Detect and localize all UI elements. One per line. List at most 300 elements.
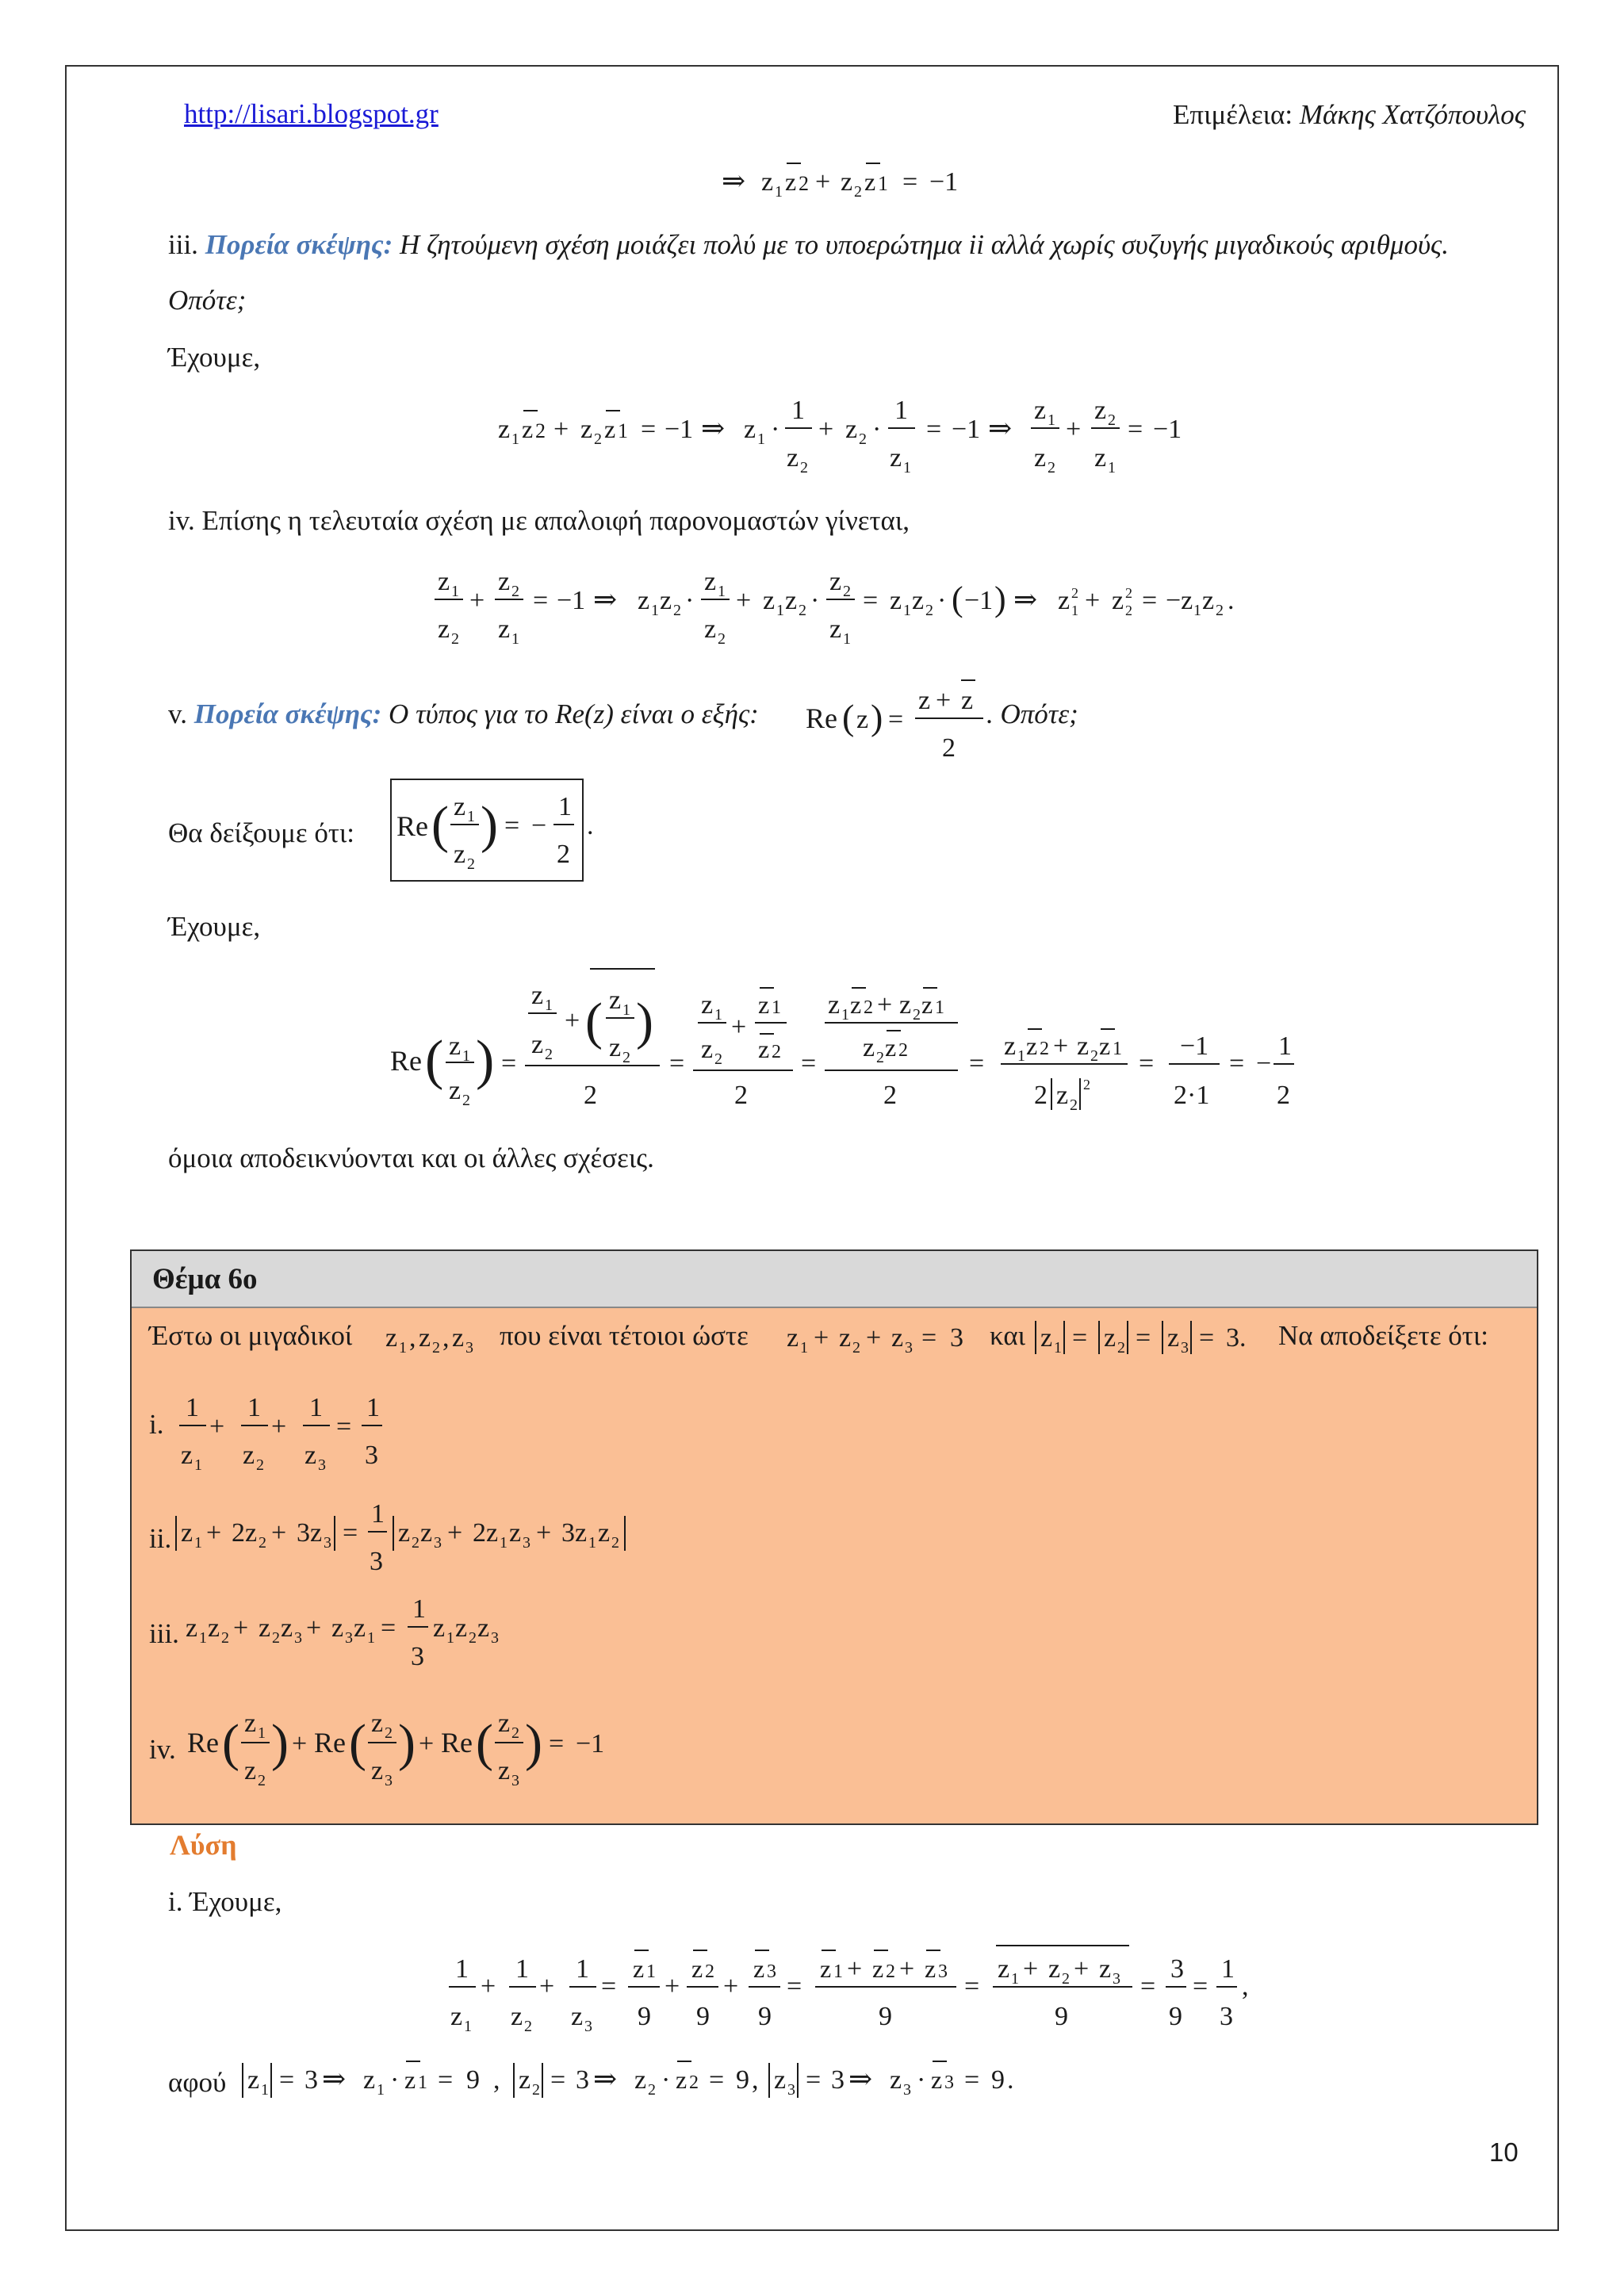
svg-text:=: = [709,2065,725,2095]
theme6-modulus-condition [1032,1311,1278,1359]
svg-text:−1: −1 [1180,1031,1209,1061]
svg-text:1: 1 [451,583,459,600]
svg-text:3: 3 [411,1642,424,1671]
theme6-item-i-formula [174,1381,412,1476]
svg-text:9: 9 [736,2065,749,2095]
svg-text:1: 1 [418,2072,427,2093]
svg-text:z: z [925,1954,936,1983]
show-text: Θα δείξουμε ότι: [168,817,355,848]
svg-text:+: + [1053,1031,1069,1061]
svg-text:2: 2 [800,459,808,476]
svg-text:2: 2 [799,602,806,619]
svg-text:+: + [877,990,893,1020]
svg-text:1: 1 [714,1006,722,1024]
svg-text:z: z [701,1035,714,1064]
svg-text:=: = [669,1049,685,1078]
svg-text:1: 1 [194,1534,202,1552]
theme6-item-iii-label: iii. [149,1618,179,1649]
part-v-label: v. [168,698,187,729]
svg-text:z: z [1077,1031,1090,1061]
svg-text:z: z [455,1613,468,1643]
svg-text:z: z [433,1613,446,1643]
svg-text:z: z [509,1518,522,1548]
svg-text:1: 1 [1048,411,1055,429]
svg-text:·: · [872,415,882,444]
svg-text:z: z [571,2002,584,2031]
svg-text:3: 3 [584,2018,592,2035]
svg-text:+: + [553,415,569,444]
svg-text:1: 1 [511,430,519,448]
svg-text:3: 3 [304,2065,318,2095]
svg-text:1: 1 [800,1339,808,1357]
similarly-text: όμοια αποδεικνύονται και οι άλλες σχέσεις. [168,1142,654,1173]
svg-text:z: z [438,567,450,596]
svg-text:1: 1 [1113,1039,1122,1059]
svg-text:1: 1 [412,1594,426,1624]
svg-text:=: = [801,1049,817,1078]
svg-text:=: = [921,1323,937,1353]
svg-text:=: = [438,2065,454,2095]
we-have-iii: Έχουμε, [168,342,261,373]
svg-text:=: = [1142,586,1158,615]
svg-text:+: + [539,1972,555,2001]
svg-text:2: 2 [772,1042,781,1062]
svg-text:2: 2 [673,602,681,619]
svg-text:z: z [419,1323,431,1353]
svg-text:9: 9 [1055,2002,1068,2031]
svg-text:2: 2 [925,602,933,619]
svg-text:2: 2 [876,1049,884,1066]
svg-text:1: 1 [772,997,781,1018]
svg-text:1: 1 [446,1629,454,1647]
svg-text:1: 1 [1071,603,1078,618]
svg-text:2: 2 [714,1050,722,1068]
svg-text:1: 1 [377,2081,385,2099]
svg-text:2: 2 [259,1534,266,1552]
part-iii-line2: Οπότε; [168,285,247,316]
svg-text:−1: −1 [929,167,959,197]
svg-text:z: z [704,614,717,644]
svg-text:+: + [419,1729,435,1758]
svg-text:2: 2 [467,855,475,873]
svg-text:z: z [891,1323,904,1353]
svg-text:1: 1 [775,183,783,201]
svg-text:+: + [818,415,834,444]
svg-text:2: 2 [718,630,726,648]
svg-text:(: ( [476,1714,493,1772]
svg-text:z: z [1056,1081,1069,1110]
svg-text:z: z [885,1033,897,1062]
svg-text:z: z [385,1323,398,1353]
svg-text:1: 1 [1193,602,1201,619]
svg-text:3: 3 [324,1534,331,1552]
svg-text:z: z [363,2065,376,2095]
svg-text:+: + [565,1006,580,1035]
svg-text:=: = [1139,1049,1155,1078]
svg-text:2: 2 [864,997,873,1018]
svg-text:z: z [1167,1323,1180,1353]
svg-text:+: + [1023,1954,1039,1984]
svg-text:=: = [787,1972,802,2001]
svg-text:z: z [511,2002,523,2031]
svg-text:1: 1 [367,1629,375,1647]
svg-text:3: 3 [1181,1339,1189,1357]
svg-text:+: + [847,1954,863,1984]
svg-text:2: 2 [883,1081,897,1110]
svg-text:): ) [398,1714,416,1772]
svg-text:·: · [661,2065,671,2095]
svg-text:z: z [864,167,876,196]
svg-text:z: z [863,1033,875,1062]
svg-text:Re: Re [396,810,428,842]
svg-text:Re: Re [441,1727,473,1758]
svg-text:z: z [1058,586,1071,615]
editor-name: Μάκης Χατζόπουλος [1299,99,1526,130]
svg-text:3: 3 [950,1323,963,1353]
svg-text:1: 1 [618,419,628,442]
svg-text:3: 3 [905,1339,913,1357]
svg-text:=: = [1193,1972,1208,2001]
svg-text:1: 1 [366,1393,380,1422]
svg-text:2: 2 [557,840,570,869]
svg-text:−1: −1 [964,586,994,615]
svg-text:2: 2 [256,1456,264,1474]
svg-text:1: 1 [500,1534,508,1552]
svg-text:.: . [587,811,594,840]
svg-text:z: z [1104,1323,1116,1353]
svg-text:z: z [1094,443,1107,473]
svg-text:3: 3 [767,1961,776,1982]
solution-since: αφού [168,2067,227,2098]
svg-text:): ) [871,697,883,737]
svg-text:1: 1 [622,1001,630,1019]
svg-text:2: 2 [843,583,851,600]
svg-text:⇒: ⇒ [593,2063,618,2095]
svg-text:z: z [1004,1031,1017,1061]
svg-text:3: 3 [944,2072,954,2093]
svg-text:z: z [633,1954,645,1983]
svg-text:(: ( [222,1714,239,1772]
svg-text:z: z [921,990,933,1019]
svg-text:2: 2 [1040,1039,1049,1059]
svg-text:z: z [660,586,672,615]
svg-text:3: 3 [787,2081,795,2099]
svg-text:z: z [609,1033,622,1062]
part-iv-text: iv. Επίσης η τελευταία σχέση με απαλοιφή παρονομαστών γίνεται, [168,505,910,536]
svg-text:z: z [371,1756,384,1785]
svg-text:=: = [1199,1323,1215,1353]
svg-text:3z: 3z [561,1518,588,1548]
svg-text:2: 2 [1071,585,1078,601]
theme6-sum-condition [787,1311,977,1359]
svg-text:z: z [420,1518,433,1548]
svg-text:·: · [771,415,780,444]
svg-text:z: z [477,1613,490,1643]
part-iii-label: iii. [168,229,198,260]
svg-text:9: 9 [991,2065,1005,2095]
svg-text:z: z [438,614,450,644]
svg-text:·: · [685,586,695,615]
svg-text:=: = [969,1049,985,1078]
svg-text:+: + [292,1729,308,1758]
svg-text:=: = [641,415,657,444]
svg-text:2: 2 [469,1629,477,1647]
svg-text:z: z [498,1756,511,1785]
svg-text:z: z [918,686,931,715]
svg-text:z: z [609,985,622,1015]
svg-text:,: , [493,2065,500,2095]
svg-text:3: 3 [491,1629,499,1647]
svg-text:z: z [676,2065,688,2094]
svg-text:z: z [186,1613,198,1643]
svg-text:(: ( [425,1030,444,1091]
svg-text:z: z [1026,1031,1038,1060]
svg-text:1: 1 [371,1499,385,1529]
svg-text:z: z [774,2065,787,2095]
svg-text:z: z [519,2065,531,2095]
svg-text:z: z [753,1954,765,1983]
svg-text:z: z [704,567,717,596]
svg-text:1: 1 [903,602,911,619]
svg-text:9: 9 [1169,2002,1182,2031]
svg-text:⇒: ⇒ [722,165,746,197]
svg-text:2: 2 [1090,1047,1098,1065]
svg-text:z: z [1034,443,1047,473]
svg-text:z: z [785,586,798,615]
svg-text:z: z [998,1954,1010,1984]
svg-text:z: z [845,415,858,444]
svg-text:2: 2 [545,1046,553,1063]
equation-iii [498,388,1212,484]
svg-text:z: z [259,1613,271,1643]
svg-text:): ) [994,580,1006,618]
svg-text:·: · [917,2065,926,2095]
svg-text:3: 3 [938,1961,948,1982]
svg-text:+: + [271,1518,287,1548]
svg-text:−1: −1 [952,415,981,444]
svg-text:1: 1 [199,1629,207,1647]
svg-text:3: 3 [434,1534,442,1552]
svg-text:z: z [890,443,902,473]
svg-text:2: 2 [258,1772,266,1789]
svg-text:1: 1 [757,430,765,448]
svg-text:1: 1 [247,1393,261,1422]
svg-text:z: z [181,1441,193,1470]
svg-text:1: 1 [455,1954,469,1984]
svg-text:1: 1 [1017,1047,1025,1065]
svg-text:−1: −1 [557,586,586,615]
svg-text:Re: Re [314,1727,346,1758]
svg-text:z: z [829,567,842,596]
svg-text:=: = [1136,1323,1151,1353]
svg-text:2: 2 [1070,1096,1078,1114]
svg-text:z: z [371,1709,384,1738]
svg-text:2: 2 [1125,603,1132,618]
svg-text:2: 2 [511,1724,519,1742]
svg-text:1: 1 [841,1006,849,1024]
theme6-item-ii-label: ii. [149,1523,172,1554]
svg-text:+: + [814,1323,829,1353]
svg-text:+: + [815,167,831,197]
svg-text:1: 1 [588,1534,596,1552]
svg-text:2: 2 [913,1006,921,1024]
svg-text:3: 3 [903,2081,911,2099]
svg-text:−1: −1 [576,1729,605,1758]
svg-text:z: z [701,990,714,1020]
svg-text:z: z [244,1709,257,1738]
svg-text:2z: 2z [473,1518,499,1548]
svg-text:3: 3 [831,2065,845,2095]
svg-text:−1: −1 [1153,415,1182,444]
svg-text:+: + [447,1518,463,1548]
svg-text:=: = [549,1729,565,1758]
svg-text:2: 2 [1117,1339,1125,1357]
svg-text:,: , [409,1323,416,1353]
svg-text:9: 9 [638,2002,651,2031]
svg-text:z: z [243,1441,255,1470]
svg-text:1: 1 [791,396,805,425]
svg-text:z: z [1202,586,1215,615]
svg-text:9: 9 [879,2002,892,2031]
theme6-and: και [990,1320,1026,1351]
svg-text:z: z [899,990,912,1020]
svg-text:1: 1 [878,172,888,195]
svg-text:Re: Re [806,702,837,734]
svg-text:1: 1 [511,630,519,648]
svg-text:.: . [1228,586,1235,615]
svg-text:+: + [1074,1954,1090,1984]
svg-text:z: z [281,1613,293,1643]
svg-text:1: 1 [399,1339,407,1357]
svg-text:⇒: ⇒ [848,2063,873,2095]
svg-text:3: 3 [1170,1954,1184,1984]
svg-text:2: 2 [799,172,809,195]
svg-text:z: z [763,586,776,615]
svg-text:(: ( [431,796,449,854]
solution-since-formula [239,2052,1072,2107]
part-v-line1 [168,698,759,731]
svg-text:3: 3 [345,1629,353,1647]
svg-text:+: + [271,1412,287,1441]
svg-text:z: z [1099,1031,1111,1060]
svg-text:z: z [1112,586,1124,615]
svg-text:): ) [271,1714,289,1772]
svg-text:(: ( [842,697,855,737]
svg-text:z: z [449,1076,462,1105]
svg-text:z: z [580,415,593,444]
svg-text:=: = [336,1412,352,1441]
svg-text:z: z [890,2065,902,2095]
svg-text:⇒: ⇒ [1013,584,1038,615]
svg-text:2·1: 2·1 [1174,1081,1210,1110]
svg-text:z: z [850,990,862,1019]
svg-text:1: 1 [1054,1339,1062,1357]
svg-text:z: z [785,167,797,196]
solution-i-formula [444,1923,1269,2042]
svg-text:1: 1 [1221,1954,1235,1984]
svg-text:=: = [1229,1049,1245,1078]
svg-text:−: − [1256,1049,1272,1078]
svg-text:1: 1 [651,602,659,619]
svg-text:3: 3 [465,1339,473,1357]
svg-text:z: z [912,586,925,615]
svg-text:3: 3 [523,1534,530,1552]
svg-text:1: 1 [462,1047,470,1065]
svg-text:2: 2 [1034,1081,1048,1110]
svg-text:(: ( [585,993,603,1050]
svg-text:z: z [1034,396,1047,425]
theme6-header [132,1251,1537,1308]
after-formula-v: . Οπότε; [986,698,1078,729]
page-number: 10 [1489,2137,1519,2167]
svg-text:3: 3 [370,1547,383,1576]
svg-text:3z: 3z [297,1518,323,1548]
theme6-statement-mid: που είναι τέτοιοι ώστε [500,1320,749,1351]
svg-text:1: 1 [833,1961,843,1982]
boxed-claim-formula [396,785,611,880]
svg-text:2: 2 [1083,1077,1090,1093]
svg-text:1: 1 [576,1954,589,1984]
svg-text:2: 2 [221,1629,229,1647]
svg-text:=: = [501,1049,517,1078]
svg-text:z: z [634,2065,647,2095]
theme6-item-i-label: i. [149,1409,164,1440]
svg-text:1: 1 [186,1393,199,1422]
svg-text:⇒: ⇒ [988,412,1013,444]
svg-text:,: , [442,1323,450,1353]
svg-text:3: 3 [1220,2002,1233,2031]
svg-text:3: 3 [318,1456,326,1474]
svg-text:): ) [476,1030,495,1091]
svg-text:2: 2 [689,2072,699,2093]
svg-text:=: = [533,586,549,615]
svg-text:9: 9 [696,2002,710,2031]
theme6-statement-prefix: Έστω οι μιγαδικοί [149,1320,353,1351]
part-iii-line1 [168,228,1449,262]
formula-re-z [806,663,996,766]
thought-text-v: Ο τύπος για το Re(z) είναι ο εξής: [389,698,759,729]
thought-label-v: Πορεία σκέψης: [193,698,382,729]
svg-text:2: 2 [532,2081,540,2099]
svg-text:2: 2 [898,1040,908,1061]
svg-text:3: 3 [365,1441,378,1470]
svg-text:⇒: ⇒ [593,584,618,615]
svg-text:z: z [450,2002,463,2031]
svg-text:): ) [525,1714,542,1772]
svg-text:2: 2 [1062,1970,1070,1988]
svg-text:+: + [1085,586,1101,615]
svg-text:z: z [787,443,799,473]
svg-text:z: z [452,1323,465,1353]
svg-text:9: 9 [466,2065,480,2095]
equation-top [722,151,983,206]
svg-text:z: z [758,1035,770,1063]
svg-text:1: 1 [261,2081,269,2099]
svg-text:=: = [806,2065,822,2095]
svg-text:z: z [181,1518,193,1548]
theme6-item-iv-formula [184,1697,644,1800]
svg-text:z: z [331,1613,344,1643]
svg-text:z: z [522,415,534,443]
svg-text:z: z [1099,1954,1112,1984]
svg-text:1: 1 [1278,1031,1292,1061]
svg-text:2: 2 [1125,585,1132,601]
svg-text:2: 2 [1216,602,1224,619]
svg-text:3: 3 [385,1772,393,1789]
svg-text:2: 2 [535,419,546,442]
svg-text:1: 1 [467,808,475,825]
blog-link[interactable]: http://lisari.blogspot.gr [184,98,439,129]
